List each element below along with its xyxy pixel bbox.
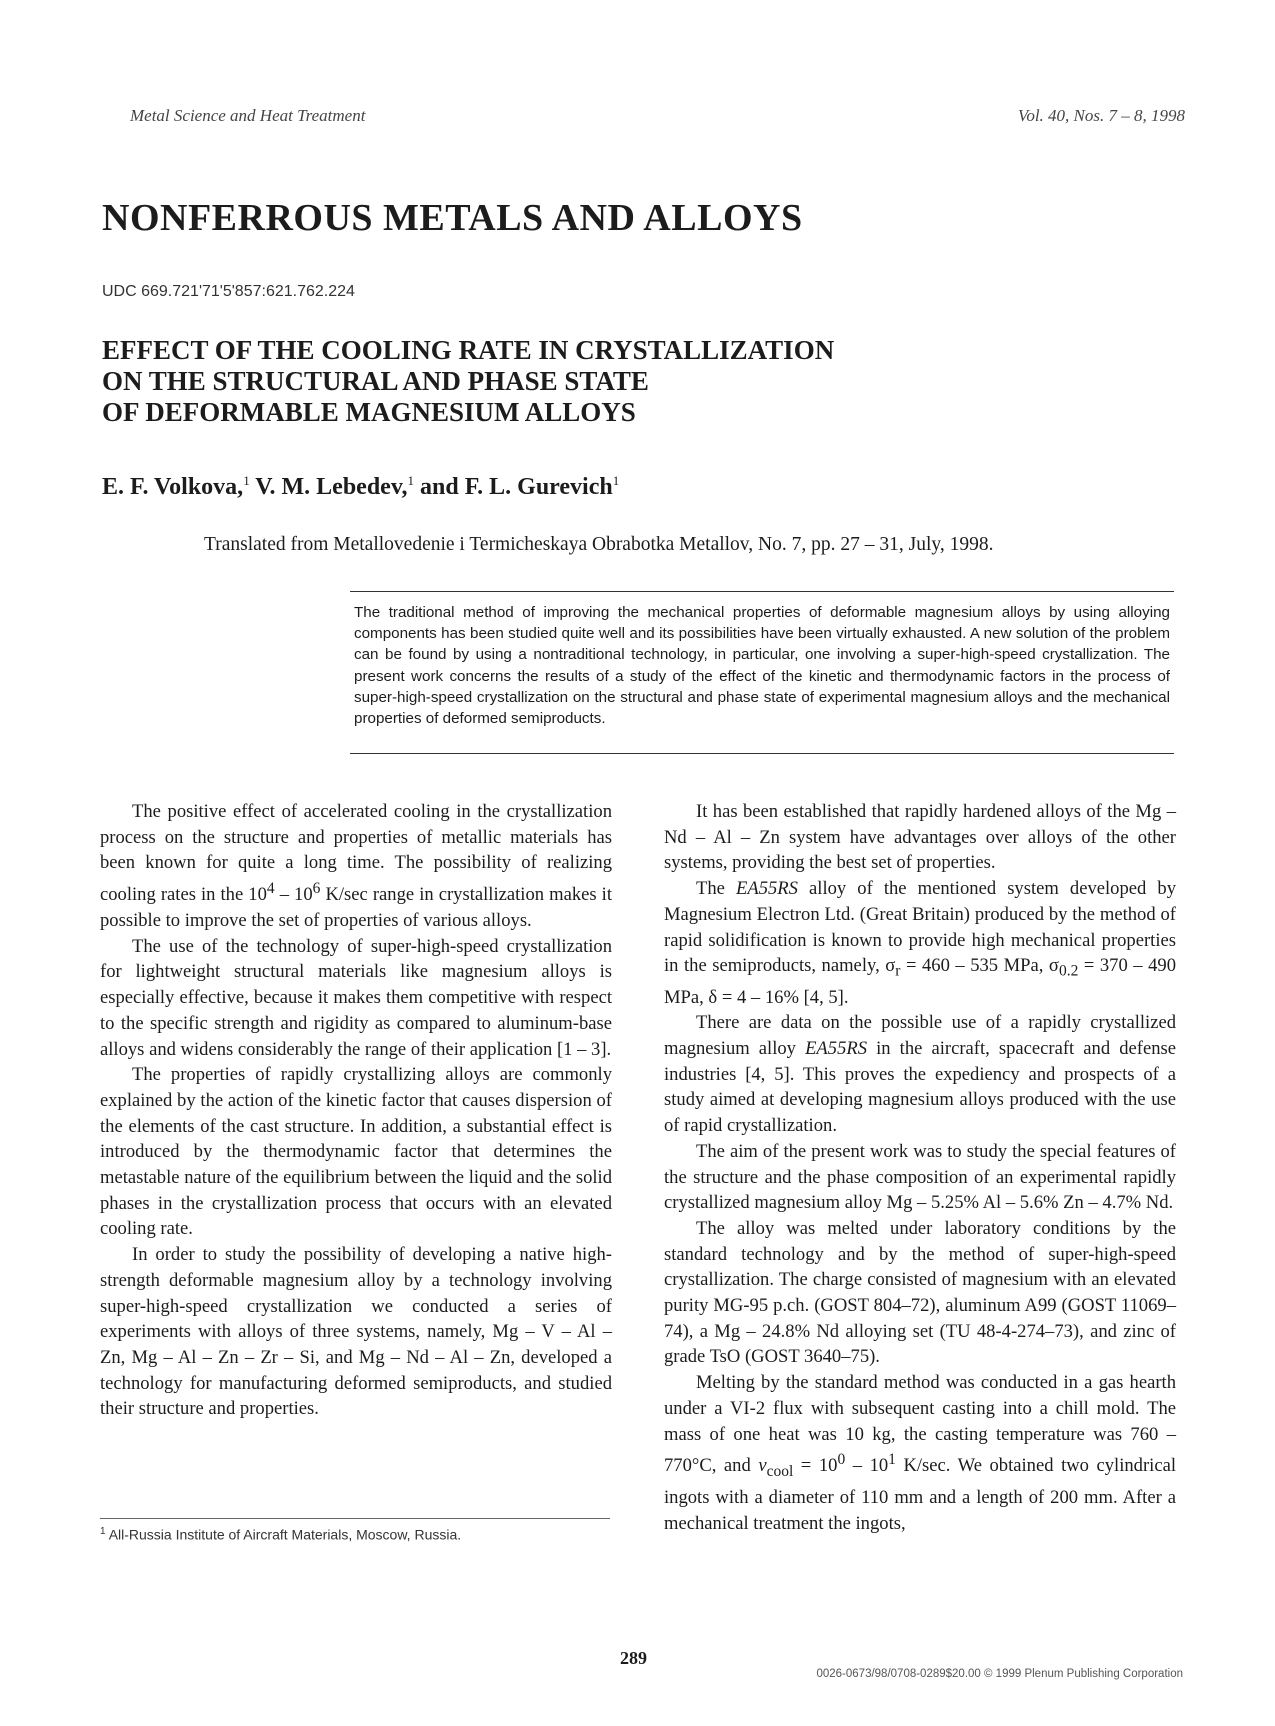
copyright-line: 0026-0673/98/0708-0289$20.00 © 1999 Plenum Publishing Corporation [816, 1668, 1183, 1680]
udc-code: UDC 669.721'71'5'857:621.762.224 [102, 283, 355, 300]
translation-note: Translated from Metallovedenie i Termicheskaya Obrabotka Metallov, No. 7, pp. 27 – 31, July, 1998. [204, 534, 994, 555]
footnote-rule [100, 1518, 610, 1519]
text-run: in the aircraft, spacecraft and defense industries [4, 5]. This proves the expediency and prospects of a study aimed at developing magnesium alloys produced with the use of rapid crystallization. [664, 1038, 1177, 1137]
variable: v [758, 1455, 767, 1477]
body-paragraph: The use of the technology of super-high-speed crystallization for lightweight structural materials like magnesium alloys is especially effective, because it makes them competitive with respect to the specific strength and rigidity as compared to aluminum-base alloys and widens considerably the range of their application [1 – 3]. [100, 935, 612, 1060]
body-paragraph [664, 1370, 1176, 1536]
text-run: = 10 [793, 1455, 838, 1477]
text-run: = 370 – 490 MPa, δ = 4 – 16% [4, 5]. [664, 955, 1176, 1008]
title-line: EFFECT OF THE COOLING RATE IN CRYSTALLIZATION [102, 335, 835, 365]
text-run: Melting by the standard method was conducted in a gas hearth under a VI-2 flux with subsequent casting into a chill mold. The mass of one heat was 10 kg, the casting temperature was 760 – 770°C, and [664, 1372, 1176, 1477]
text-run: The [696, 878, 736, 900]
footnote-mark: 1 [100, 1526, 106, 1537]
left-column [100, 799, 612, 1422]
affiliation-mark: 1 [407, 473, 414, 488]
alloy-name: EA55RS [805, 1038, 868, 1060]
title-line: ON THE STRUCTURAL AND PHASE STATE [102, 366, 649, 396]
footnote-text: All-Russia Institute of Aircraft Materials, Moscow, Russia. [108, 1526, 462, 1543]
subscript: 0.2 [1058, 962, 1079, 980]
subscript: cool [766, 1463, 794, 1481]
text-run: K/sec. We obtained two cylindrical ingots with a diameter of 110 mm and a length of 200 mm. After a mechanical treatment the ingots, [664, 1455, 1177, 1534]
superscript: 4 [266, 880, 275, 898]
alloy-name: EA55RS [735, 878, 798, 900]
affiliation-mark: 1 [243, 473, 250, 488]
volume-info: Vol. 40, Nos. 7 – 8, 1998 [1017, 106, 1185, 125]
subscript: r [895, 962, 901, 980]
body-paragraph [664, 876, 1176, 1010]
right-column [664, 799, 1176, 1536]
authors-conjunction: and [420, 474, 459, 500]
author-name: V. M. Lebedev, [255, 474, 408, 500]
body-paragraph: The aim of the present work was to study the special features of the structure and the phase composition of an experimental rapidly crystallized magnesium alloy Mg – 5.25% Al – 5.6% Zn – 4.7% Nd. [664, 1140, 1176, 1214]
body-paragraph: It has been established that rapidly hardened alloys of the Mg – Nd – Al – Zn system have advantages over alloys of the other systems, providing the best set of properties. [664, 801, 1176, 874]
affiliation-mark: 1 [612, 473, 620, 488]
author-list [102, 473, 619, 501]
text-run: = 460 – 535 MPa, σ [900, 955, 1059, 977]
text-run: – 10 [845, 1455, 889, 1477]
article-title [102, 335, 834, 428]
abstract: The traditional method of improving the mechanical properties of deformable magnesium alloys by using alloying components has been studied quite well and its possibilities have been virtually exhausted. A new solution of the problem can be found by using a nontraditional technology, in particular, one involving a super-high-speed crystallization. The present work concerns the results of a study of the effect of the kinetic and thermodynamic factors in the process of super-high-speed crystallization on the structural and phase state of experimental magnesium alloys and the mechanical properties of deformed semiproducts. [354, 604, 1170, 728]
superscript: 0 [837, 1451, 846, 1469]
body-paragraph: In order to study the possibility of developing a native high-strength deformable magnesium alloy by a technology involving super-high-speed crystallization we conducted a series of experiments with alloys of three systems, namely, Mg – V – Al – Zn, Mg – Al – Zn – Zr – Si, and Mg – Nd – Al – Zn, developed a technology for manufacturing deformed semiproducts, and studied their structure and properties. [100, 1244, 612, 1420]
abstract-bottom-rule [350, 753, 1174, 754]
superscript: 6 [312, 880, 321, 898]
author-name: F. L. Gurevich [464, 474, 613, 500]
body-paragraph [664, 1010, 1176, 1139]
body-paragraph: The alloy was melted under laboratory conditions by the standard technology and by the method of super-high-speed crystallization. The charge consisted of magnesium with an elevated purity MG-95 p.ch. (GOST 804–72), aluminum A99 (GOST 11069–74), a Mg – 24.8% Nd alloying set (TU 48-4-274–73), and zinc of grade TsO (GOST 3640–75). [664, 1217, 1176, 1368]
body-paragraph [100, 799, 612, 934]
superscript: 1 [888, 1451, 896, 1469]
text-run: The positive effect of accelerated cooling in the crystallization process on the structure and properties of metallic materials has been known for quite a long time. The possibility of realizing cooling rates in the 10 [100, 801, 612, 906]
page-number: 289 [620, 1648, 647, 1668]
journal-name: Metal Science and Heat Treatment [130, 106, 366, 125]
text-run: K/sec range in crystallization makes it possible to improve the set of properties of various alloys. [100, 884, 613, 931]
text-run: – 10 [274, 884, 313, 906]
footnote [100, 1526, 461, 1543]
text-run: There are data on the possible use of a rapidly crystallized magnesium alloy [664, 1012, 1176, 1060]
author-name: E. F. Volkova, [102, 474, 244, 500]
section-title: NONFERROUS METALS AND ALLOYS [102, 197, 803, 239]
body-paragraph: The properties of rapidly crystallizing alloys are commonly explained by the action of the kinetic factor that causes dispersion of the elements of the cast structure. In addition, a substantial effect is introduced by the thermodynamic factor that determines the metastable nature of the equilibrium between the liquid and the solid phases in the crystallization process that occurs with an elevated cooling rate. [100, 1064, 612, 1240]
title-line: OF DEFORMABLE MAGNESIUM ALLOYS [102, 397, 636, 427]
abstract-top-rule [350, 591, 1174, 592]
text-run: alloy of the mentioned system developed by Magnesium Electron Ltd. (Great Britain) produced by the method of rapid solidification is known to provide high mechanical properties in the semiproducts, namely, σ [664, 878, 1176, 977]
